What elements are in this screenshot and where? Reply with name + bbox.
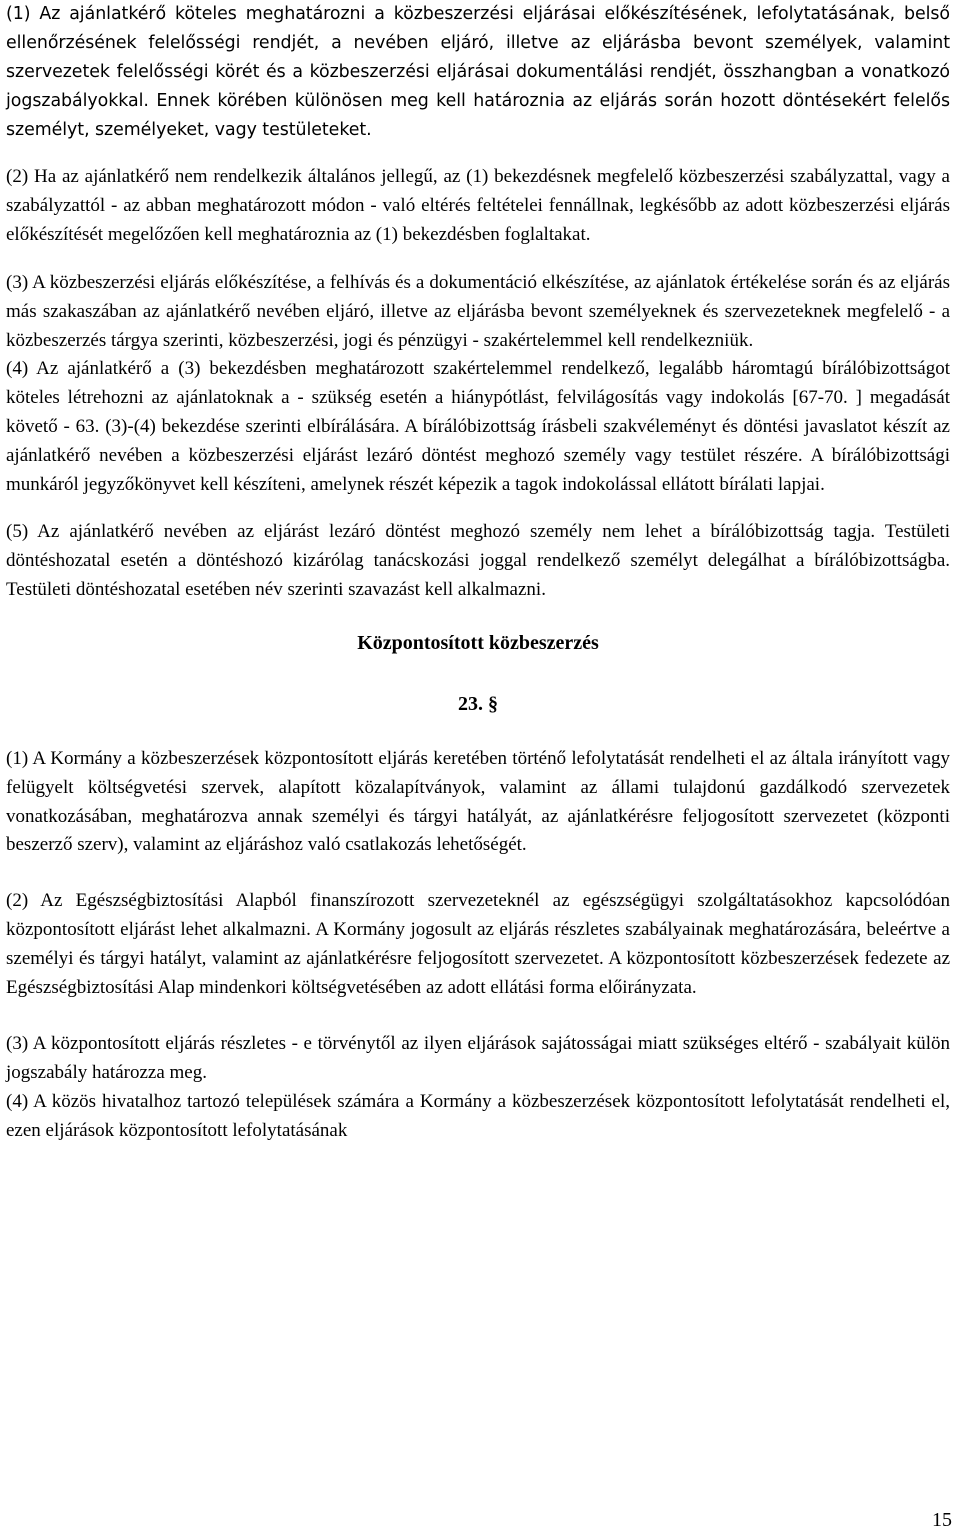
paragraph-23-3: (3) A központosított eljárás részletes - e törvénytől az ilyen eljárások sajátosságai miatt szükséges eltérő - szabályait külön jogszabály határozza meg. [6, 1032, 950, 1083]
paragraph-1: (1) Az ajánlatkérő köteles meghatározni a közbeszerzési eljárásai előkészítésének, lefolytatásának, belső ellenőrzésének felelősségi rendjét, a nevében eljáró, illetve az eljárásba bevont személyek, valamint szervezetek felelősségi körét és a közbeszerzési eljárásai dokumentálási rendjét, összhangban a vonatkozó jogszabályokkal. Ennek körében különösen meg kell határoznia az eljárás során hozott döntésekért felelős személyt, személyeket, vagy testületeket. [6, 4, 950, 140]
section-number: 23. § [458, 692, 498, 715]
section-title: Központosított közbeszerzés [357, 631, 599, 654]
paragraph-3: (3) A közbeszerzési eljárás előkészítése, a felhívás és a dokumentáció elkészítése, az ajánlatok értékelése során és az eljárás más szakaszában az ajánlatkérő nevében eljáró, illetve az eljárásba bevont személyeknek és szervezeteknek megfelelő - a közbeszerzés tárgya szerinti, közbeszerzési, jogi és pénzügyi - szakértelemmel kell rendelkezniük. [6, 271, 950, 351]
page-number: 15 [932, 1509, 952, 1531]
paragraph-4: (4) Az ajánlatkérő a (3) bekezdésben meghatározott szakértelemmel rendelkező, legalább háromtagú bírálóbizottságot köteles létrehozni az ajánlatoknak a - szükség esetén a hiánypótlást, felvilágosítás vagy indokolás [67-70. ] megadását követő - 63. (3)-(4) bekezdése szerinti elbírálására. A bírálóbizottság írásbeli szakvéleményt és döntési javaslatot készít az ajánlatkérő nevében a közbeszerzési eljárást lezáró döntést meghozó személy vagy testület részére. A bírálóbizottsági munkáról jegyzőkönyvet kell készíteni, amelynek részét képezik a tagok indokolással ellátott bírálati lapjai. [6, 358, 950, 496]
paragraph-2: (2) Ha az ajánlatkérő nem rendelkezik általános jellegű, az (1) bekezdésnek megfelelő közbeszerzési szabályzattal, vagy a szabályzattól - az abban meghatározott módon - való eltérés feltételei fennállnak, legkésőbb az adott közbeszerzési eljárás előkészítését megelőzően kell meghatároznia az (1) bekezdésben foglaltakat. [6, 166, 950, 245]
document-page [6, 0, 950, 1146]
paragraph-23-4: (4) A közös hivatalhoz tartozó települések számára a Kormány a közbeszerzések központosított lefolytatását rendelheti el, ezen eljárások központosított lefolytatásának [6, 1090, 950, 1141]
paragraph-5: (5) Az ajánlatkérő nevében az eljárást lezáró döntést meghozó személy nem lehet a bírálóbizottság tagja. Testületi döntéshozatal esetén a döntéshozó kizárólag tanácskozási joggal rendelkező személyt delegálhat a bírálóbizottságba. Testületi döntéshozatal esetében név szerinti szavazást kell alkalmazni. [6, 520, 950, 600]
paragraph-23-1: (1) A Kormány a közbeszerzések központosított eljárás keretében történő lefolytatását rendelheti el az általa irányított vagy felügyelt költségvetési szervek, alapított közalapítványok, valamint az állami tulajdonú gazdálkodó szervezetek vonatkozásában, meghatározva annak személyi és tárgyi hatályát, az ajánlatkérésre feljogosított szervezetet (központi beszerző szerv), valamint az eljáráshoz való csatlakozás lehetőségét. [6, 747, 950, 856]
paragraph-23-2: (2) Az Egészségbiztosítási Alapból finanszírozott szervezeteknél az egészségügyi szolgáltatásokhoz kapcsolódóan központosított eljárást lehet alkalmazni. A Kormány jogosult az eljárás részletes szabályainak meghatározására, beleértve a személyi és tárgyi hatályt, valamint az ajánlatkérésre feljogosított szervezetet. A központosított közbeszerzések fedezete az Egészségbiztosítási Alap mindenkori költségvetésében az adott ellátási forma előirányzata. [6, 890, 950, 999]
